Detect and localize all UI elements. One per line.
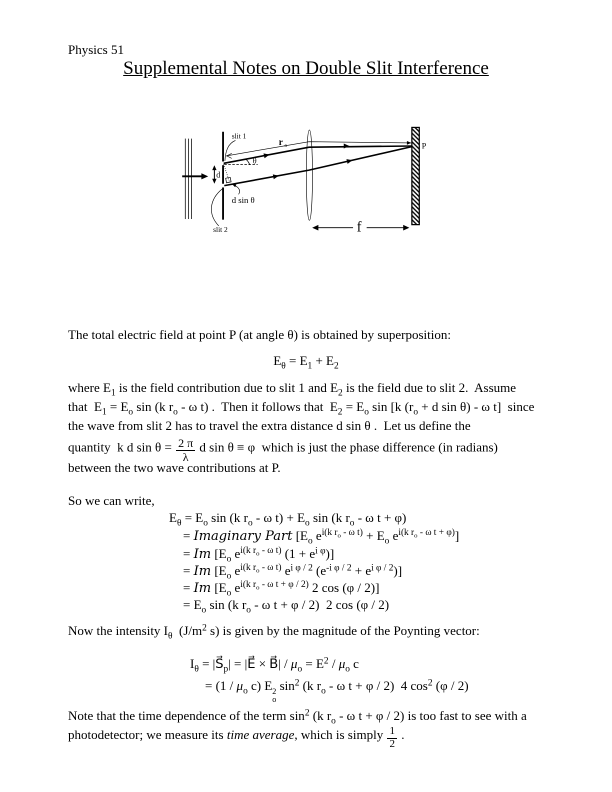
d-label: d: [216, 170, 221, 180]
slit1-label: slit 1: [231, 131, 247, 141]
poynting-equation-line2: = ($1 / \mu_o$ c) E 2 o $\sin^2 (k$ $r_o$ - ω t + φ / 2) 4 $\cos^2 (\varphi / 2)$: [205, 678, 469, 705]
derivation-line3: = Im [$E_o$ $e^{i(k r_o - \omega t)}$ $(1 + e^{i \varphi})$]: [183, 546, 335, 565]
right-angle-mark: [226, 177, 231, 182]
derivation-line4: = Im [$E_o$ $e^{i(k r_o - \omega t)}$ $e^{i \varphi / 2}$ $(e^{-i \varphi / 2} + e^{i \varphi / 2})$]: [183, 563, 403, 582]
paragraph-fields-line2: that $E_1 = E_o$ sin (k $r_o$ - ω t) . Then it follows that $E_2 = E_o$ sin [k ($r_o + d$ sin θ) - ω t] since: [68, 399, 535, 418]
paragraph-superposition: The total electric field at point P (at angle θ) is obtained by superposition:: [68, 327, 452, 342]
paragraph-fields-line3: the wave from slit 2 has to travel the extra distance d sin θ . Let us define the: [68, 418, 471, 433]
course-label: Physics 51: [68, 42, 124, 57]
screen: [412, 127, 419, 224]
slit2-leader: [211, 189, 222, 226]
derivation-line2: = Imaginary Part [$E_o$ $e^{i(k r_o - \omega t)} + E_o$ $e^{i(k r_o - \omega t + \varphi)}$]: [183, 528, 460, 547]
ro-sub-label: o: [284, 143, 288, 150]
derivation-line1: $E_\theta = E_o$ sin (k $r_o$ - ω $t) + E_o$ sin (k $r_o$ - ω t + φ): [169, 510, 407, 529]
ro-label: r: [278, 137, 283, 148]
paragraph-note-line2: photodetector; we measure its time average, which is simply $\frac{1}{2}$ .: [68, 725, 405, 750]
page-title: Supplemental Notes on Double Slit Interference: [123, 58, 489, 79]
so-we-can-write-label: So we can write,: [68, 493, 155, 508]
perpendicular-dotted-line: [224, 164, 230, 181]
theta-arc: [245, 159, 249, 165]
incoming-wavefronts: [185, 139, 191, 219]
ray-slit2: [224, 147, 412, 186]
derivation-line6: = $E_o$ sin (k $r_o$ - ω t + φ / 2) 2 cos (φ / 2): [183, 597, 390, 616]
incoming-arrow: [182, 173, 208, 179]
theta-label: θ: [252, 156, 257, 166]
paragraph-fields-line1: where $E_1$ is the field contribution due to slit 1 and $E_2$ is the field due to slit 2. Assume: [68, 380, 517, 399]
double-slit-diagram: [0, 120, 612, 315]
lens: [306, 130, 312, 220]
paragraph-fields-line4: quantity k d sin θ = $\frac{2 \pi}{\lambda}$ d sin θ ≡ φ which is just the phase difference (in radians): [68, 436, 498, 464]
paragraph-note-line1: Note that the time dependence of the term $\sin^2 (k$ $r_o$ - ω t + φ / 2) is too fast to see with a: [68, 708, 527, 727]
d-sin-theta-label: d sin θ: [231, 194, 255, 205]
equation-total-field: $E_\theta = E_1 + E_2$: [273, 353, 339, 372]
f-label: f: [356, 219, 362, 236]
slit2-label: slit 2: [213, 225, 228, 235]
paragraph-intensity: Now the intensity $I_\theta$ ($J/m^2$ s) is given by the magnitude of the Poynting vector:: [68, 623, 480, 642]
poynting-equation-line1: $I_\theta$ = $|S⃗_p|$ = |E⃗ × B⃗| / $\mu_o = E^2 / \mu_o$ c: [190, 656, 359, 675]
derivation-line5: = Im [$E_o$ $e^{i(k r_o - \omega t + \varphi / 2)}$ 2 cos (φ / 2)]: [183, 580, 380, 599]
point-p-label: P: [421, 141, 427, 151]
paragraph-fields-line5: between the two wave contributions at P.: [68, 460, 281, 475]
